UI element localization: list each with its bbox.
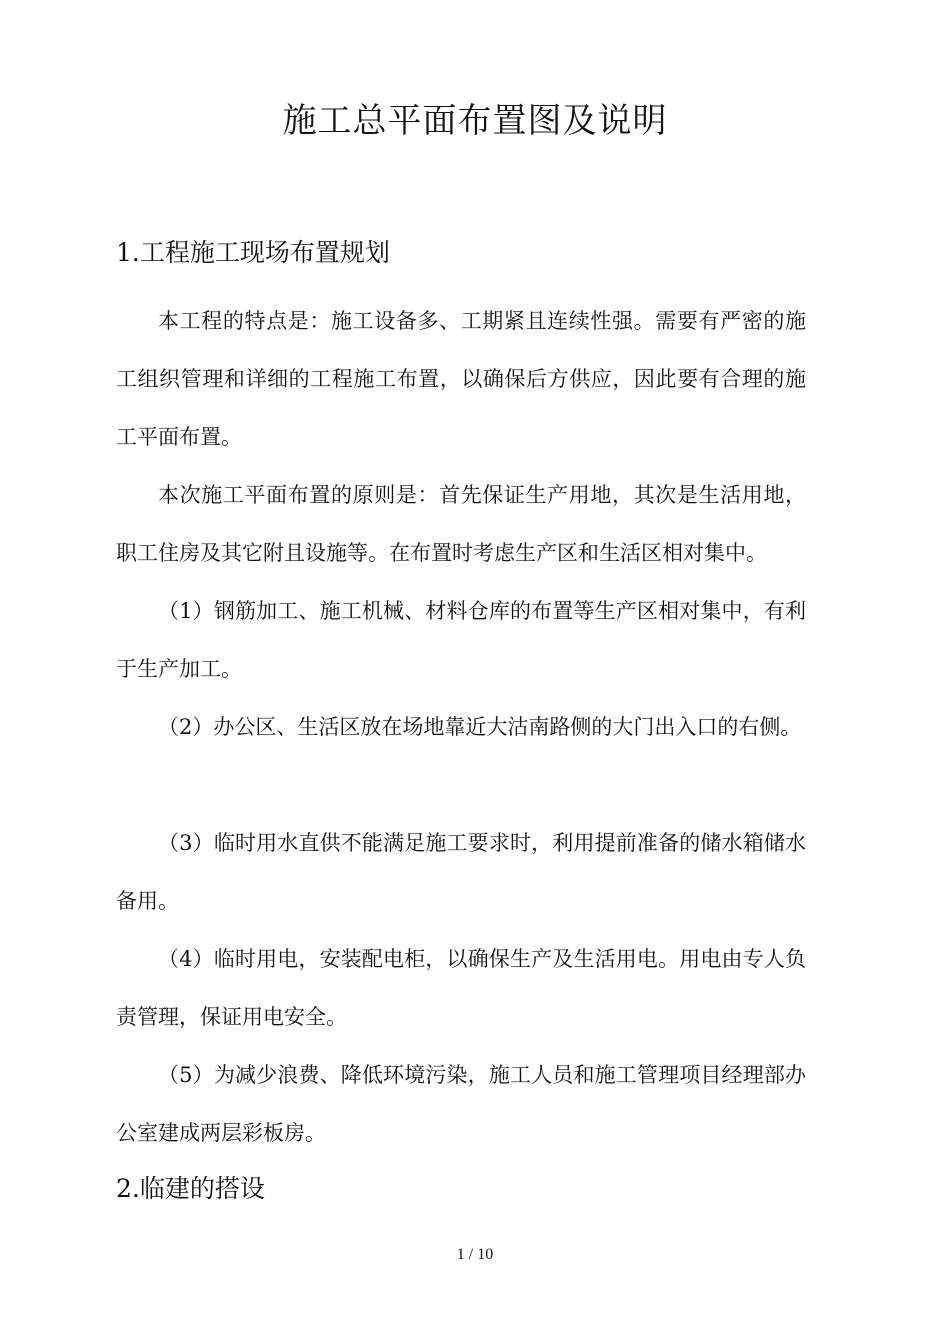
section-heading-2: 2.临建的搭设 — [116, 1174, 265, 1203]
section-heading-1: 1.工程施工现场布置规划 — [116, 238, 390, 267]
paragraph-principles: 本次施工平面布置的原则是：首先保证生产用地，其次是生活用地，职工住房及其它附且设施等。在布置时考虑生产区和生活区相对集中。 — [116, 483, 806, 565]
paragraph-item-5: （5）为减少浪费、降低环境污染，施工人员和施工管理项目经理部办公室建成两层彩板房。 — [116, 1063, 806, 1145]
paragraph-item-4: （4）临时用电，安装配电柜，以确保生产及生活用电。用电由专人负责管理，保证用电安全。 — [116, 947, 806, 1029]
paragraph-item-3: （3）临时用水直供不能满足施工要求时，利用提前准备的储水箱储水备用。 — [116, 831, 806, 913]
paragraph-item-2: （2）办公区、生活区放在场地靠近大沽南路侧的大门出入口的右侧。 — [158, 715, 802, 739]
document-title: 施工总平面布置图及说明 — [282, 101, 668, 141]
paragraph-features: 本工程的特点是：施工设备多、工期紧且连续性强。需要有严密的施工组织管理和详细的工程施工布置，以确保后方供应，因此要有合理的施工平面布置。 — [116, 309, 806, 449]
paragraph-item-1: （1）钢筋加工、施工机械、材料仓库的布置等生产区相对集中，有利于生产加工。 — [116, 599, 806, 681]
page-number: 1 / 10 — [456, 1246, 494, 1263]
